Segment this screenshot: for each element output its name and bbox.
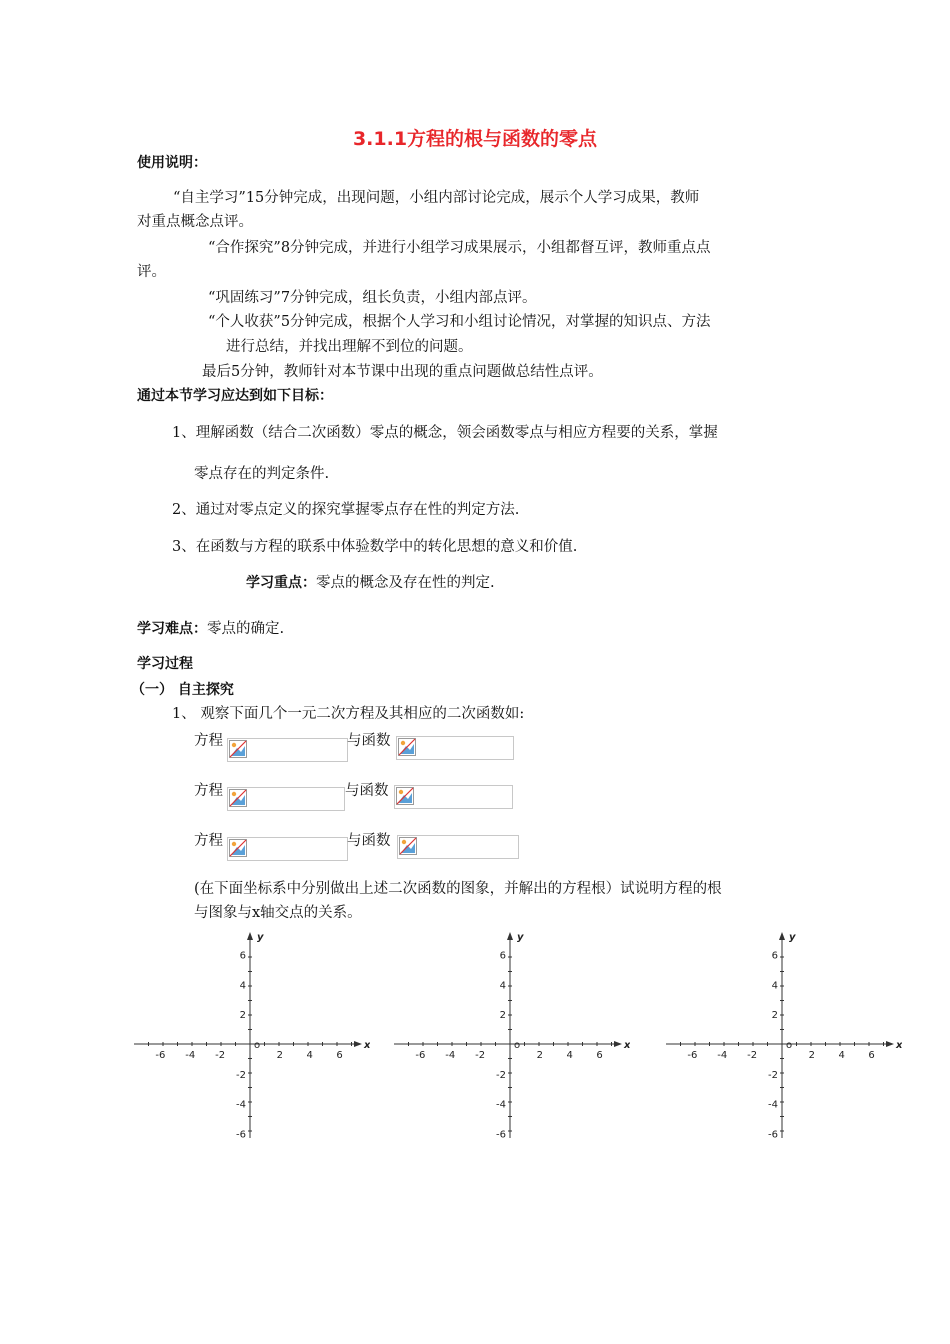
equation-label: 方程 [194,783,223,799]
y-tick-label: -4 [236,1099,246,1111]
usage-paragraph-3: “巩固练习”7分钟完成，组长负责，小组内部点评。 [208,290,537,306]
goal-1: 1、理解函数（结合二次函数）零点的概念，领会函数零点与相应方程要的关系，掌握 [172,425,718,441]
broken-image-icon [229,789,247,807]
y-axis-label: y [257,932,264,943]
instruction: (在下面坐标系中分别做出上述二次函数的图象，并解出的方程根）试说明方程的根 [194,881,722,897]
equation-label: 方程 [194,833,223,849]
broken-image-icon [229,839,247,857]
x-tick-label: -6 [155,1050,166,1061]
broken-image-icon [399,837,417,855]
y-axis-label: y [517,932,524,943]
difficulty-text: 零点的确定. [207,621,285,637]
goal-1-cont: 零点存在的判定条件. [194,466,330,482]
key-point-text: 零点的概念及存在性的判定. [316,575,495,591]
process-heading: 学习过程 [137,656,193,672]
key-point [246,573,495,593]
x-tick-label: 4 [838,1050,845,1061]
y-tick-label: -6 [768,1129,778,1140]
y-tick-label: 4 [239,980,246,992]
function-label: 与函数 [347,833,391,849]
x-tick-label: 2 [536,1050,544,1061]
goal-3: 3、在函数与方程的联系中体验数学中的转化思想的意义和价值. [172,539,578,555]
instruction-cont: 与图象与x轴交点的关系。 [194,905,362,921]
usage-paragraph-1-cont: 对重点概念点评。 [137,214,253,230]
x-axis-arrow [354,1041,362,1047]
x-tick-label: -6 [415,1050,426,1061]
goal-2: 2、通过对零点定义的探究掌握零点存在性的判定方法. [172,502,520,518]
y-tick-label: 6 [499,950,506,962]
x-axis-arrow [886,1041,894,1047]
y-tick-label: -2 [768,1069,778,1081]
usage-paragraph-1: “自主学习”15分钟完成，出现问题，小组内部讨论完成，展示个人学习成果，教师 [173,190,700,206]
usage-paragraph-4: “个人收获”5分钟完成，根据个人学习和小组讨论情况，对掌握的知识点、方法 [208,314,711,330]
y-axis-arrow [507,932,513,940]
coordinate-grid-3 [662,928,902,1140]
x-tick-label: 2 [276,1050,284,1061]
x-tick-label: 4 [566,1050,573,1061]
difficulty [137,619,284,639]
x-tick-label: -2 [475,1050,486,1061]
x-tick-label: 6 [336,1050,343,1061]
y-tick-label: -6 [236,1129,246,1140]
function-image-2 [394,785,513,809]
broken-image-icon [396,787,414,805]
usage-paragraph-5: 最后5分钟，教师针对本节课中出现的重点问题做总结性点评。 [202,364,603,380]
y-tick-label: 6 [239,950,246,962]
x-tick-label: -2 [747,1050,758,1061]
x-tick-label: -6 [687,1050,698,1061]
x-axis-label: x [624,1040,630,1051]
x-tick-label: 6 [596,1050,603,1061]
y-tick-label: -6 [496,1129,506,1140]
y-tick-label: 2 [499,1010,506,1022]
origin-label: o [514,1040,521,1051]
y-tick-label: 4 [771,980,778,992]
equation-label: 方程 [194,733,223,749]
y-tick-label: 2 [771,1010,778,1022]
usage-paragraph-2: “合作探究”8分钟完成，并进行小组学习成果展示，小组都督互评，教师重点点 [208,240,711,256]
page-title: 3.1.1方程的根与函数的零点 [352,128,598,150]
x-tick-label: 2 [808,1050,816,1061]
x-axis-label: x [364,1040,370,1051]
equation-image-2 [227,787,345,811]
x-tick-label: 4 [306,1050,313,1061]
origin-label: o [254,1040,261,1051]
y-tick-label: -2 [496,1069,506,1081]
y-tick-label: 2 [239,1010,246,1022]
section-heading: （一） 自主探究 [131,682,234,698]
y-tick-label: -4 [496,1099,506,1111]
usage-heading: 使用说明： [137,155,207,171]
usage-paragraph-2-cont: 评。 [137,264,166,280]
difficulty-label: 学习难点： [137,621,207,637]
item-1: 1、 观察下面几个一元二次方程及其相应的二次函数如: [172,706,525,722]
x-tick-label: -4 [445,1050,456,1061]
y-axis-arrow [779,932,785,940]
key-point-label: 学习重点： [246,575,316,591]
y-tick-label: -4 [768,1099,778,1111]
equation-image-3 [227,837,348,861]
function-label: 与函数 [345,783,389,799]
function-label: 与函数 [347,733,391,749]
x-axis-label: x [896,1040,902,1051]
y-axis-arrow [247,932,253,940]
broken-image-icon [398,738,416,756]
equation-image-1 [227,738,348,762]
x-tick-label: -2 [215,1050,226,1061]
y-tick-label: -2 [236,1069,246,1081]
x-tick-label: 6 [868,1050,875,1061]
origin-label: o [786,1040,793,1051]
x-axis-arrow [614,1041,622,1047]
y-axis-label: y [789,932,796,943]
y-tick-label: 4 [499,980,506,992]
function-image-3 [397,835,519,859]
goals-heading: 通过本节学习应达到如下目标： [137,388,333,404]
x-tick-label: -4 [717,1050,728,1061]
coordinate-grid-2 [390,928,630,1140]
broken-image-icon [229,740,247,758]
coordinate-grid-1 [130,928,370,1140]
function-image-1 [396,736,514,760]
usage-paragraph-4-cont: 进行总结，并找出理解不到位的问题。 [226,339,473,355]
x-tick-label: -4 [185,1050,196,1061]
y-tick-label: 6 [771,950,778,962]
